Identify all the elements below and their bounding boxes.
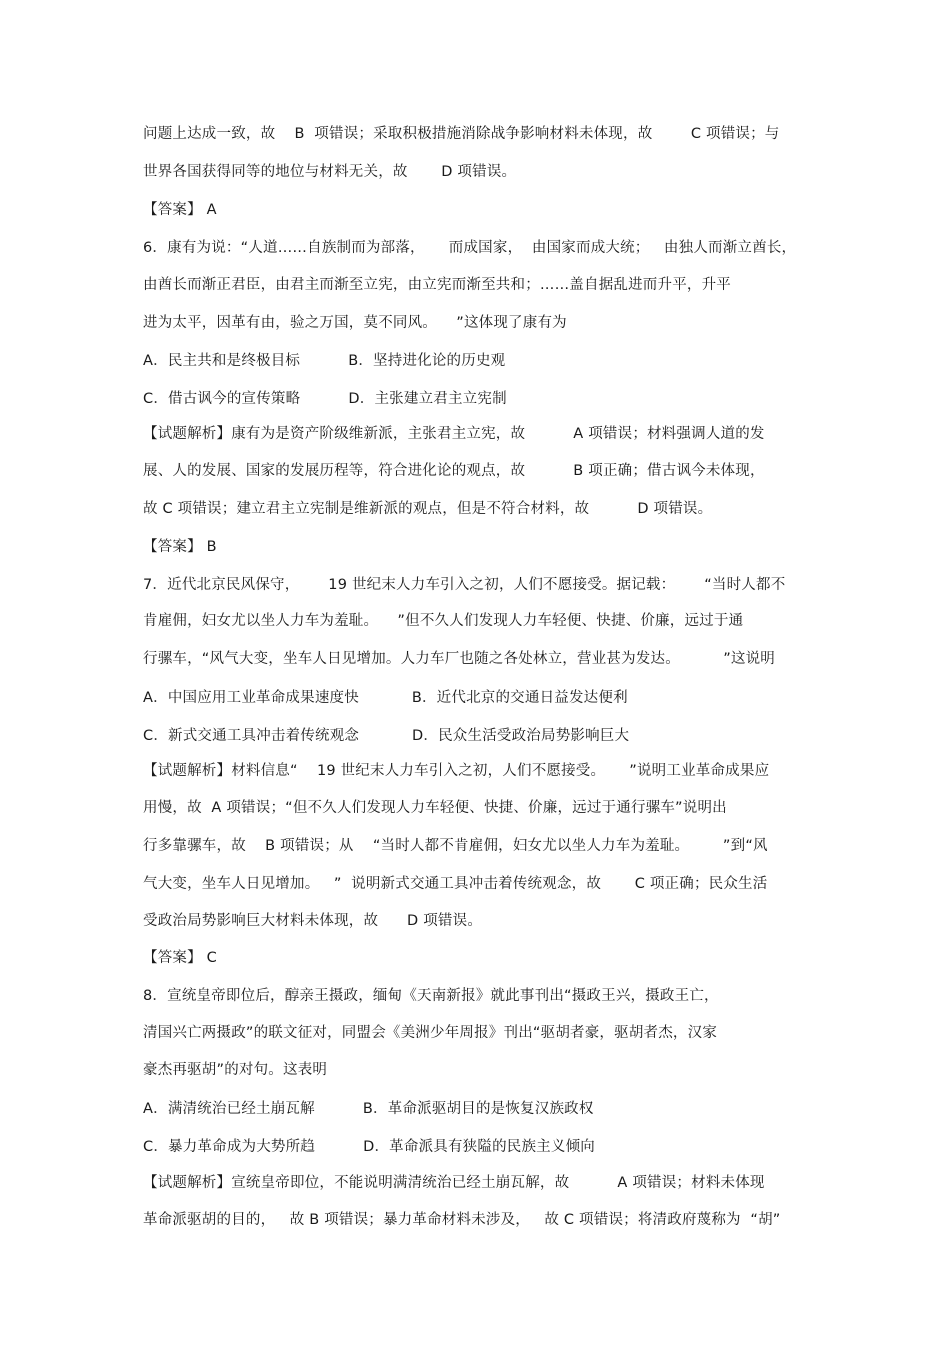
explanation-line: 问题上达成一致，故 B 项错误；采取积极措施消除战争影响材料未体现，故 C 项错误；与: [143, 126, 780, 142]
explanation-line: 受政治局势影响巨大材料未体现，故 D 项错误。: [143, 913, 483, 929]
question-stem: 8．宣统皇帝即位后，醇亲王摄政，缅甸《天南新报》就此事刊出“摄政王兴，摄政王亡，: [143, 988, 719, 1004]
explanation-line: 革命派驱胡的目的， 故 B 项错误；暴力革命材料未涉及， 故 C 项错误；将清政府蔑称为 “胡”: [143, 1212, 781, 1228]
explanation-line: 行多靠骡车，故 B 项错误；从 “当时人都不肯雇佣，妇女尤以坐人力车为羞耻。 ”到“风: [143, 838, 768, 854]
explanation-line: 【试题解析】康有为是资产阶级维新派，主张君主立宪，故 A 项错误；材料强调人道的发: [143, 426, 765, 442]
question-stem: 行骡车，“风气大变，坐车人日见增加。人力车厂也随之各处林立，营业甚为发达。 ”这说明: [143, 651, 776, 667]
question-stem: 肯雇佣，妇女尤以坐人力车为羞耻。 ”但不久人们发现人力车轻便、快捷、价廉，远过于通: [143, 613, 744, 629]
option-row: C．新式交通工具冲击着传统观念 D．民众生活受政治局势影响巨大: [143, 728, 630, 744]
question-stem: 进为太平，因革有由，验之万国，莫不同风。 ”这体现了康有为: [143, 315, 567, 331]
question-stem: 由酋长而渐正君臣，由君主而渐至立宪，由立宪而渐至共和；……盖自据乱进而升平，升平: [143, 277, 731, 293]
explanation-line: 【试题解析】材料信息“ 19 世纪末人力车引入之初，人们不愿接受。 ”说明工业革命成果应: [143, 763, 770, 779]
option-row: C．暴力革命成为大势所趋 D．革命派具有狭隘的民族主义倾向: [143, 1139, 595, 1155]
answer-line: 【答案】 B: [143, 539, 217, 555]
explanation-line: 气大变，坐车人日见增加。 ” 说明新式交通工具冲击着传统观念，故 C 项正确；民众生活: [143, 876, 768, 892]
explanation-line: 展、人的发展、国家的发展历程等，符合进化论的观点，故 B 项正确；借古讽今未体现，: [143, 463, 765, 479]
answer-line: 【答案】 A: [143, 202, 217, 218]
explanation-line: 用慢，故 A 项错误；“但不久人们发现人力车轻便、快捷、价廉，远过于通行骡车”说明出: [143, 800, 727, 816]
answer-line: 【答案】 C: [143, 950, 217, 966]
question-stem: 清国兴亡两摄政”的联文征对，同盟会《美洲少年周报》刊出“驱胡者豪，驱胡者杰，汉家: [143, 1025, 718, 1041]
option-row: A．民主共和是终极目标 B．坚持进化论的历史观: [143, 353, 506, 369]
option-row: A．中国应用工业革命成果速度快 B．近代北京的交通日益发达便利: [143, 690, 628, 706]
option-row: A．满清统治已经土崩瓦解 B．革命派驱胡目的是恢复汉族政权: [143, 1101, 594, 1117]
explanation-line: 世界各国获得同等的地位与材料无关，故 D 项错误。: [143, 164, 517, 180]
question-stem: 6．康有为说：“人道……自族制而为部落， 而成国家， 由国家而成大统； 由独人而渐立酋长，: [143, 240, 797, 256]
explanation-line: 【试题解析】宣统皇帝即位，不能说明满清统治已经土崩瓦解，故 A 项错误；材料未体现: [143, 1175, 765, 1191]
explanation-line: 故 C 项错误；建立君主立宪制是维新派的观点，但是不符合材料，故 D 项错误。: [143, 501, 713, 517]
option-row: C．借古讽今的宣传策略 D．主张建立君主立宪制: [143, 391, 507, 407]
question-stem: 7．近代北京民风保守， 19 世纪末人力车引入之初，人们不愿接受。据记载： “当时人都不: [143, 577, 786, 593]
question-stem: 豪杰再驱胡”的对句。这表明: [143, 1062, 328, 1078]
